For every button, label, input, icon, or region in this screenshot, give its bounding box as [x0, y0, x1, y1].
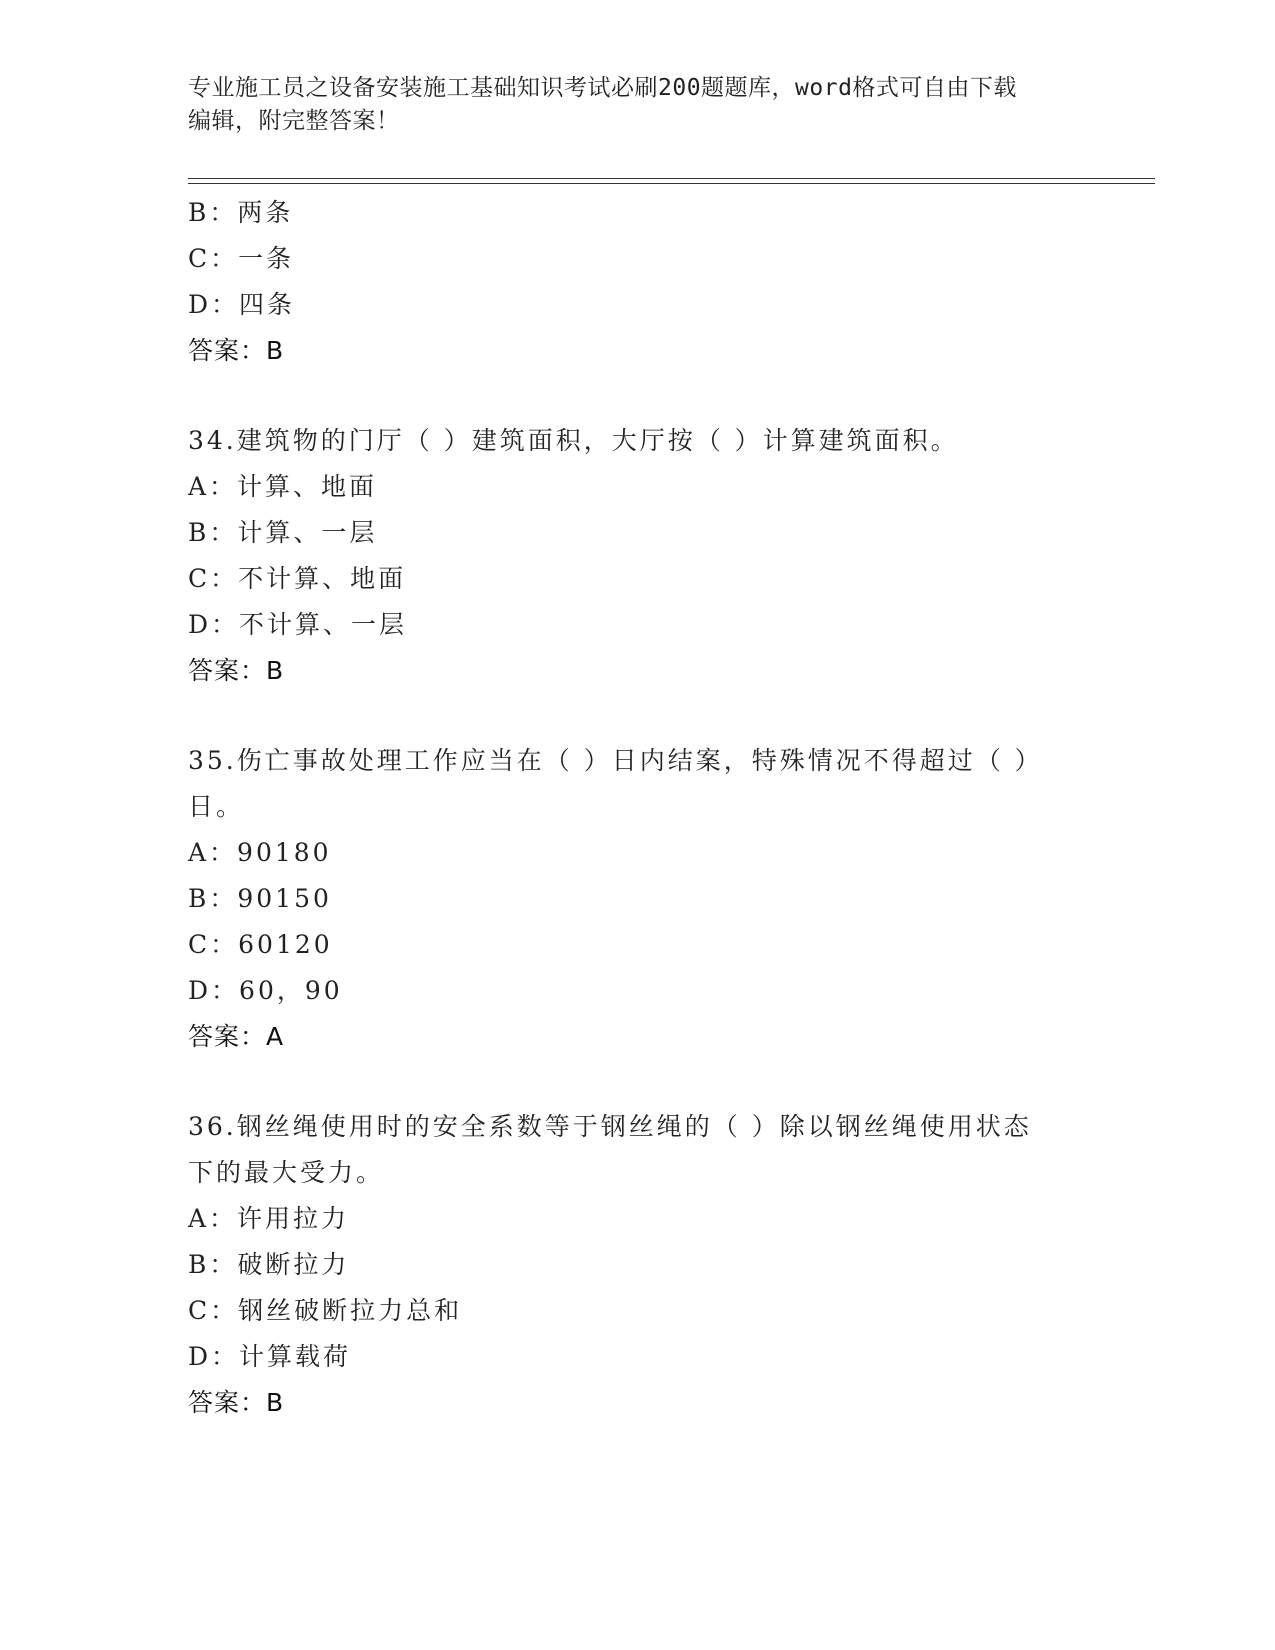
header-line-2: 编辑，附完整答案！ — [188, 108, 400, 134]
option-a: A：许用拉力 — [188, 1204, 350, 1233]
question-text: 34.建筑物的门厅（ ）建筑面积，大厅按（ ）计算建筑面积。 — [188, 426, 959, 455]
header-line-1: 专业施工员之设备安装施工基础知识考试必刷200题题库，word格式可自由下载 — [188, 75, 1017, 101]
option-c: C：60120 — [188, 930, 333, 959]
spacer — [188, 1060, 1088, 1104]
question-35 — [188, 738, 1088, 1060]
question-text-continued: 日。 — [188, 792, 245, 821]
option-d: D：60，90 — [188, 976, 343, 1005]
question-list — [188, 190, 1088, 1426]
option-b: B：破断拉力 — [188, 1250, 350, 1279]
answer: 答案：A — [188, 1022, 285, 1051]
option-c: C：钢丝破断拉力总和 — [188, 1296, 463, 1325]
option-c: C：一条 — [188, 244, 295, 273]
question-text: 35.伤亡事故处理工作应当在（ ）日内结案，特殊情况不得超过（ ） — [188, 746, 1043, 775]
question-text-continued: 下的最大受力。 — [188, 1158, 385, 1187]
answer: 答案：B — [188, 656, 285, 685]
header-divider-top — [188, 178, 1155, 179]
question-36 — [188, 1104, 1088, 1426]
spacer — [188, 374, 1088, 418]
option-b: B：90150 — [188, 884, 332, 913]
question-33-continued — [188, 190, 1088, 374]
option-d: D：计算载荷 — [188, 1342, 352, 1371]
option-b: B：计算、一层 — [188, 518, 378, 547]
option-a: A：计算、地面 — [188, 472, 378, 501]
option-c: C：不计算、地面 — [188, 564, 407, 593]
question-text: 36.钢丝绳使用时的安全系数等于钢丝绳的（ ）除以钢丝绳使用状态 — [188, 1112, 1032, 1141]
question-34 — [188, 418, 1088, 694]
document-header — [188, 72, 1088, 138]
answer: 答案：B — [188, 336, 285, 365]
option-d: D：不计算、一层 — [188, 610, 408, 639]
spacer — [188, 694, 1088, 738]
answer: 答案：B — [188, 1388, 285, 1417]
option-a: A：90180 — [188, 838, 332, 867]
option-d: D：四条 — [188, 290, 296, 319]
option-b: B：两条 — [188, 198, 294, 227]
header-divider-bottom — [188, 183, 1155, 184]
